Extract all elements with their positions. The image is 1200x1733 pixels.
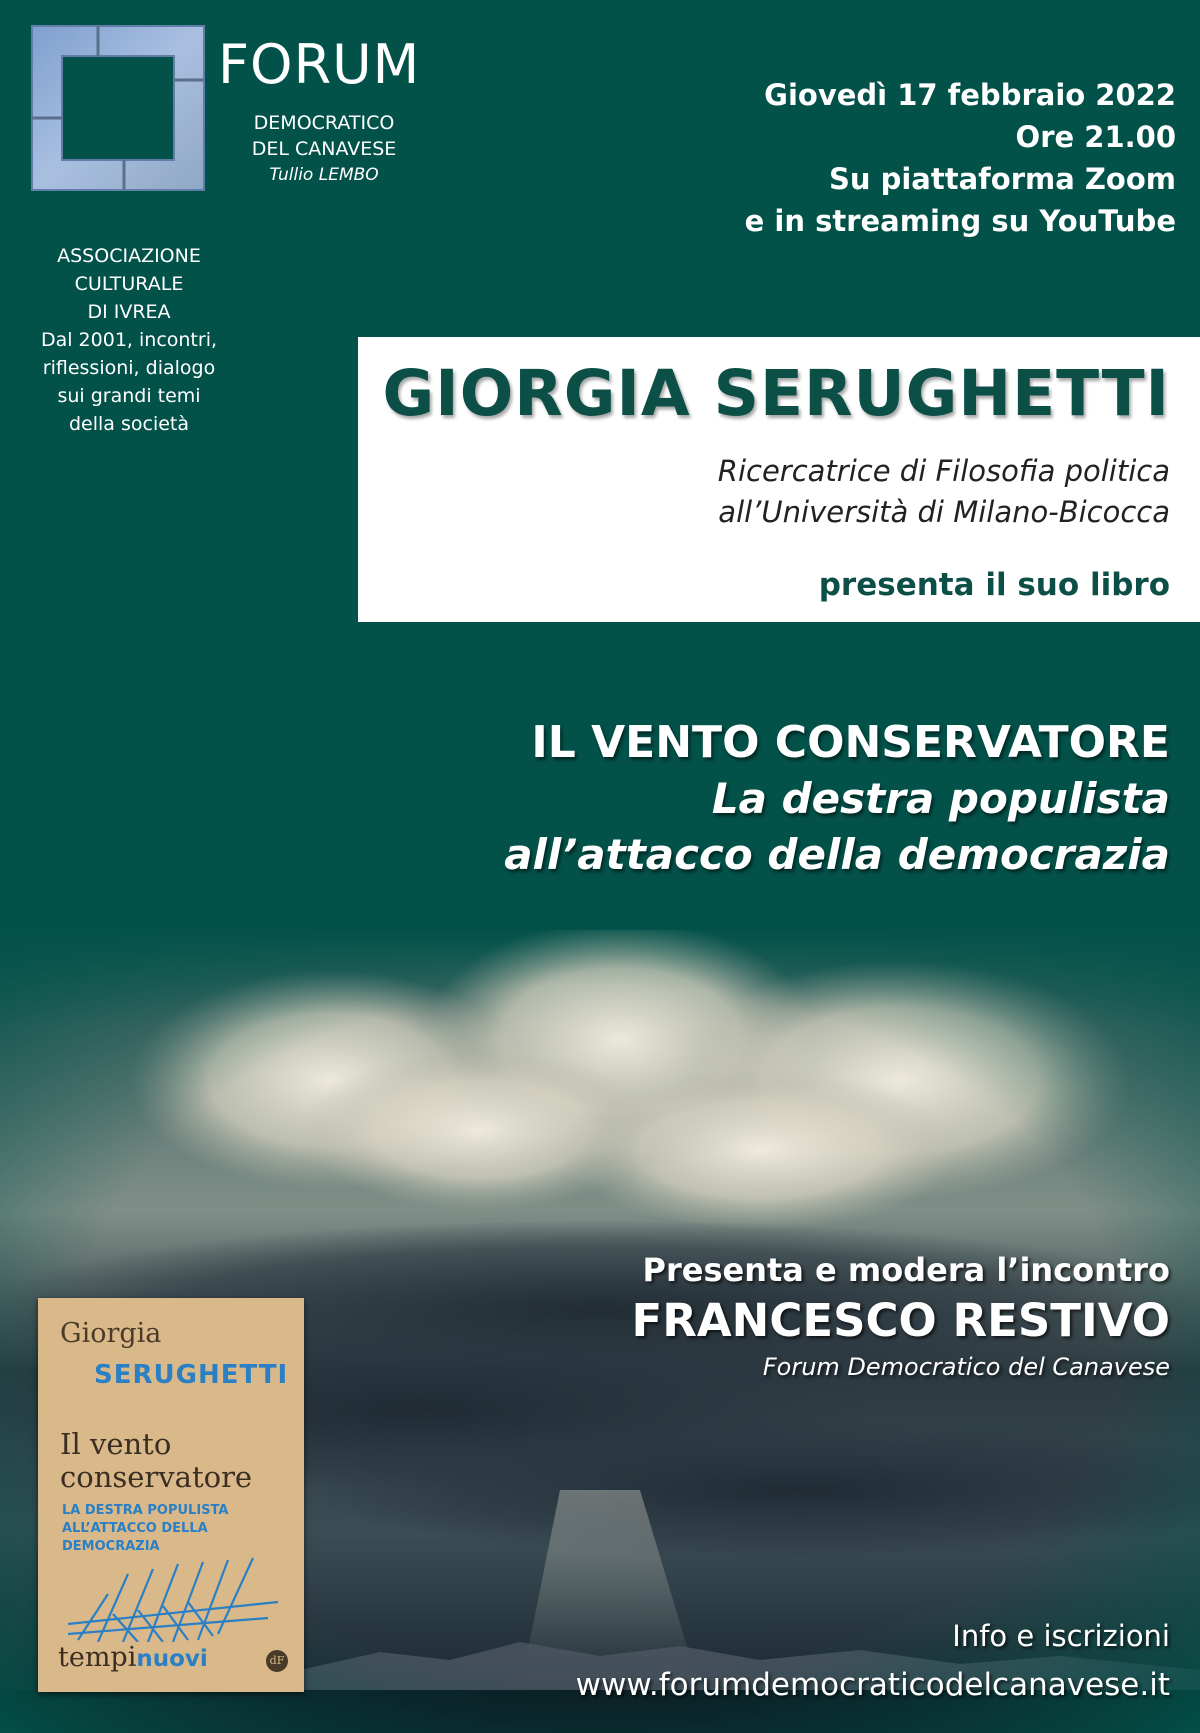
association-description	[24, 242, 234, 438]
forum-title: FORUM	[218, 33, 421, 96]
association-line: riflessioni, dialogo	[42, 357, 216, 379]
event-time: Ore 21.00	[1015, 120, 1176, 154]
cover-subtitle-line2: ALL’ATTACCO DELLA	[62, 1521, 208, 1536]
forum-logo-icon	[28, 22, 208, 194]
book-title: IL VENTO CONSERVATORE	[531, 717, 1170, 768]
moderator-intro: Presenta e modera l’incontro	[642, 1251, 1170, 1289]
cover-title	[60, 1428, 252, 1494]
event-date: Giovedì 17 febbraio 2022	[764, 78, 1176, 112]
cover-series-a: tempi	[58, 1642, 137, 1673]
association-line: della società	[68, 413, 190, 435]
forum-subtitle-line2: DEL CANAVESE	[251, 138, 397, 160]
speaker-role	[718, 451, 1170, 533]
info-block	[576, 1612, 1170, 1710]
moderator-name: FRANCESCO RESTIVO	[631, 1294, 1170, 1347]
association-line: ASSOCIAZIONE	[57, 245, 201, 267]
cover-author-first: Giorgia	[60, 1318, 162, 1349]
forum-founder: Tullio LEMBO	[269, 165, 379, 185]
association-line: DI IVREA	[87, 301, 171, 323]
event-streaming: e in streaming su YouTube	[744, 204, 1176, 238]
book-cover	[38, 1298, 304, 1692]
speaker-name: GIORGIA SERUGHETTI	[382, 357, 1170, 430]
moderator-affiliation: Forum Democratico del Canavese	[762, 1353, 1170, 1381]
forum-subtitle	[218, 110, 430, 188]
cover-series-b: nuovi	[136, 1646, 208, 1672]
event-details	[745, 74, 1176, 242]
speaker-panel	[358, 337, 1200, 622]
speaker-role-line2: all’Università di Milano-Bicocca	[718, 495, 1170, 529]
cover-title-line1: Il vento	[60, 1427, 172, 1461]
presents-book-label: presenta il suo libro	[818, 567, 1170, 603]
event-platform: Su piattaforma Zoom	[828, 162, 1176, 196]
association-line: CULTURALE	[74, 273, 184, 295]
publisher-logo-icon: dF	[266, 1650, 288, 1672]
cover-title-line2: conservatore	[60, 1460, 253, 1494]
cover-subtitle	[62, 1502, 228, 1556]
moderator-block	[631, 1248, 1170, 1384]
wind-lines-icon	[68, 1554, 278, 1642]
cover-author-last: SERUGHETTI	[94, 1360, 289, 1390]
cover-subtitle-line3: DEMOCRAZIA	[62, 1539, 160, 1554]
website-link[interactable]: www.forumdemocraticodelcanavese.it	[575, 1667, 1170, 1703]
book-subtitle-line2: all’attacco della democrazia	[504, 830, 1170, 879]
book-subtitle-line1: La destra populista	[711, 774, 1170, 823]
cover-series	[58, 1642, 208, 1673]
info-label: Info e iscrizioni	[952, 1619, 1170, 1653]
association-line: Dal 2001, incontri,	[40, 329, 218, 351]
forum-subtitle-line1: DEMOCRATICO	[253, 112, 395, 134]
association-line: sui grandi temi	[57, 385, 201, 407]
speaker-role-line1: Ricercatrice di Filosofia politica	[717, 454, 1170, 488]
cover-subtitle-line1: LA DESTRA POPULISTA	[62, 1503, 229, 1518]
book-title-block	[504, 715, 1170, 883]
